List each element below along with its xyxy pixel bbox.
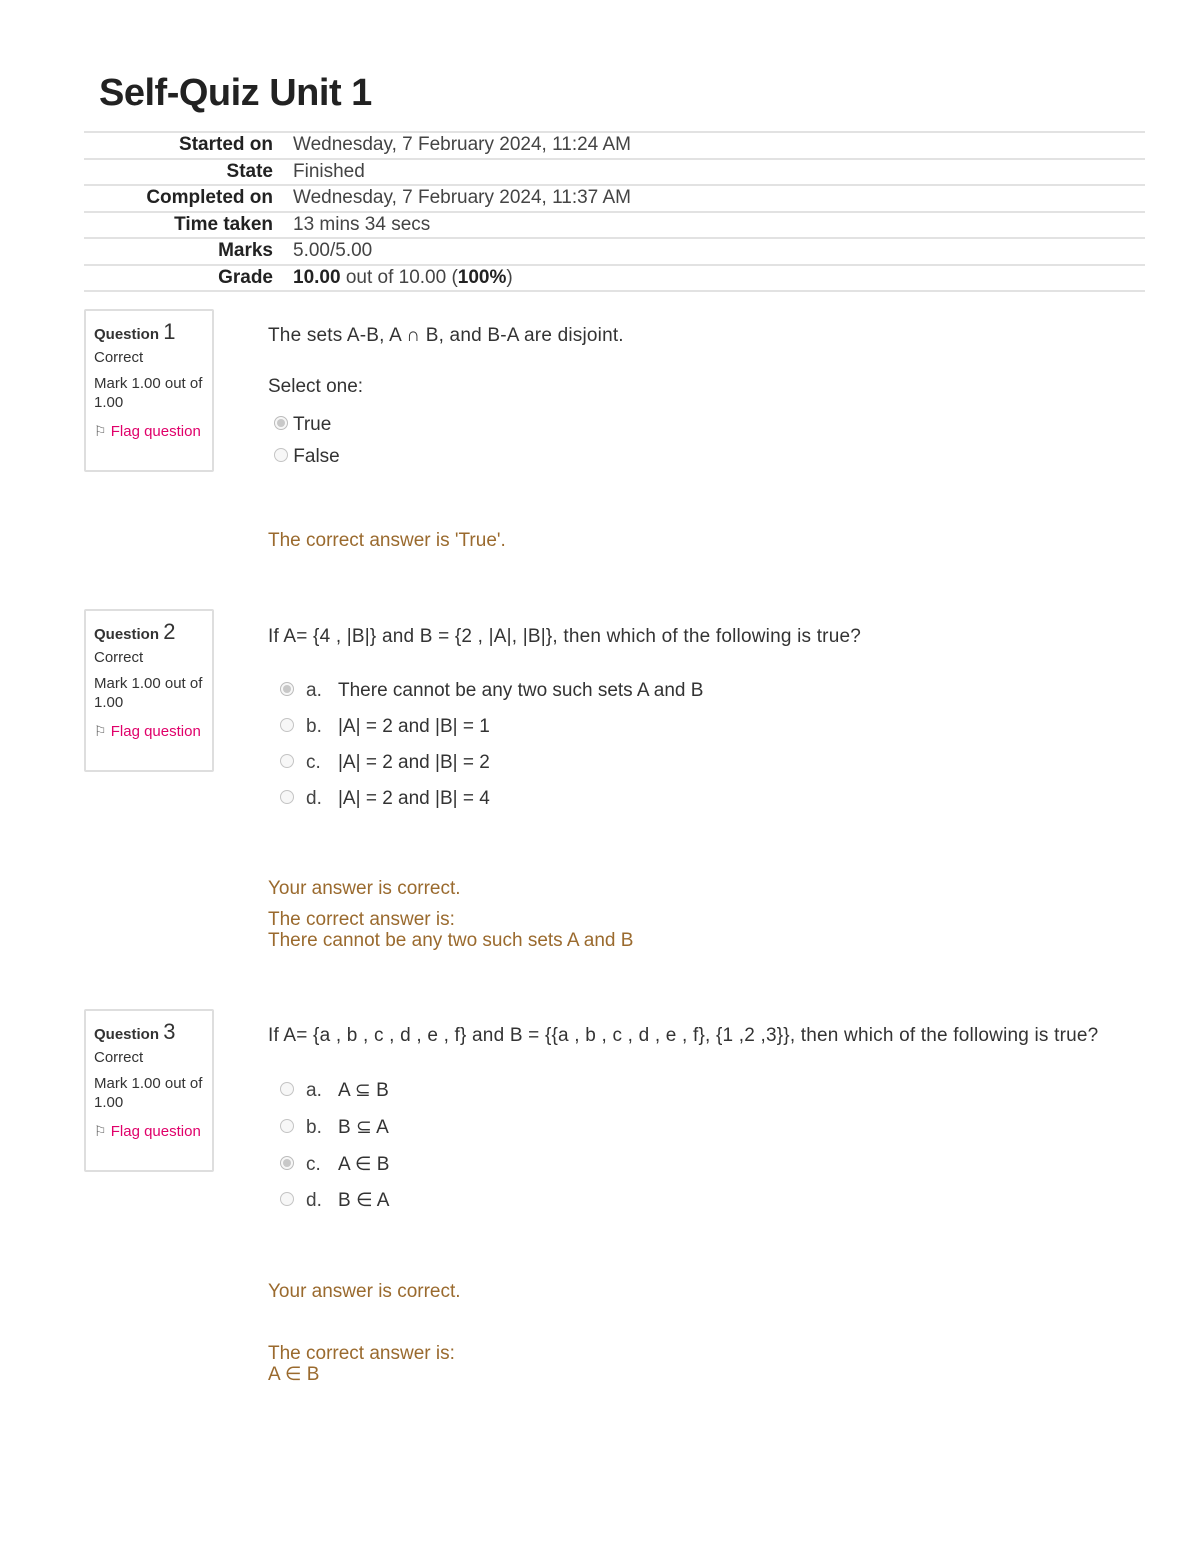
summary-row-marks bbox=[84, 238, 1145, 265]
question-grade: Mark 1.00 out of 1.00 bbox=[94, 675, 203, 711]
radio-button[interactable] bbox=[280, 1192, 294, 1206]
answer-option[interactable]: c. A ∈ B bbox=[280, 1153, 389, 1177]
right-answer-feedback: There cannot be any two such sets A and B bbox=[268, 930, 634, 951]
question-info-1 bbox=[84, 309, 214, 472]
summary-value: Wednesday, 7 February 2024, 11:24 AM bbox=[273, 132, 1145, 159]
radio-button[interactable] bbox=[280, 1156, 294, 1170]
question-number: Question 1 bbox=[94, 319, 176, 344]
answer-option[interactable]: d. B ∈ A bbox=[280, 1189, 389, 1213]
correctness-feedback: Your answer is correct. bbox=[268, 1281, 461, 1302]
question-state: Correct bbox=[94, 349, 144, 366]
radio-button[interactable] bbox=[274, 416, 288, 430]
page-title: Self-Quiz Unit 1 bbox=[99, 72, 372, 114]
summary-row-completed bbox=[84, 185, 1145, 212]
answer-option[interactable]: a. There cannot be any two such sets A and B bbox=[280, 679, 703, 703]
summary-row-state bbox=[84, 159, 1145, 186]
flag-question-link[interactable]: ⚐ Flag question bbox=[94, 1123, 201, 1140]
question-text: The sets A-B, A ∩ B, and B-A are disjoint. bbox=[268, 325, 624, 346]
summary-value: Finished bbox=[273, 159, 1145, 186]
answer-option[interactable]: False bbox=[274, 445, 340, 469]
grade-close: ) bbox=[506, 266, 513, 288]
right-answer-feedback: A ∈ B bbox=[268, 1364, 320, 1385]
answer-option[interactable]: True bbox=[274, 413, 331, 437]
radio-button[interactable] bbox=[280, 718, 294, 732]
summary-row-time-taken bbox=[84, 212, 1145, 239]
answer-option[interactable]: c. |A| = 2 and |B| = 2 bbox=[280, 751, 490, 775]
flag-icon: ⚐ bbox=[94, 423, 107, 439]
question-number: Question 3 bbox=[94, 1019, 176, 1044]
question-number: Question 2 bbox=[94, 619, 176, 644]
summary-value: Wednesday, 7 February 2024, 11:37 AM bbox=[273, 185, 1145, 212]
radio-button[interactable] bbox=[274, 448, 288, 462]
summary-label: Completed on bbox=[84, 185, 273, 212]
flag-icon: ⚐ bbox=[94, 1123, 107, 1139]
question-grade: Mark 1.00 out of 1.00 bbox=[94, 1075, 203, 1111]
question-text: If A= {4 , |B|} and B = {2 , |A|, |B|}, then which of the following is true? bbox=[268, 626, 862, 647]
radio-button[interactable] bbox=[280, 790, 294, 804]
question-state: Correct bbox=[94, 649, 144, 666]
flag-question-link[interactable]: ⚐ Flag question bbox=[94, 423, 201, 440]
answer-option[interactable]: a. A ⊆ B bbox=[280, 1079, 389, 1103]
summary-label: Started on bbox=[84, 132, 273, 159]
grade-middle: out of 10.00 ( bbox=[340, 266, 458, 288]
summary-label: Time taken bbox=[84, 212, 273, 239]
summary-row-grade bbox=[84, 265, 1145, 292]
answer-option[interactable]: d. |A| = 2 and |B| = 4 bbox=[280, 787, 490, 811]
radio-button[interactable] bbox=[280, 682, 294, 696]
answer-option[interactable]: b. B ⊆ A bbox=[280, 1116, 389, 1140]
summary-value: 13 mins 34 secs bbox=[273, 212, 1145, 239]
summary-label: Marks bbox=[84, 238, 273, 265]
answer-option[interactable]: b. |A| = 2 and |B| = 1 bbox=[280, 715, 490, 739]
right-answer-intro: The correct answer is: bbox=[268, 909, 455, 930]
question-info-3 bbox=[84, 1009, 214, 1172]
summary-value bbox=[273, 265, 1145, 292]
question-text: If A= {a , b , c , d , e , f} and B = {{a , b , c , d , e , f}, {1 ,2 ,3}}, then which of the following is true? bbox=[268, 1025, 1099, 1046]
question-info-2 bbox=[84, 609, 214, 772]
right-answer-feedback: The correct answer is 'True'. bbox=[268, 530, 506, 551]
flag-icon: ⚐ bbox=[94, 723, 107, 739]
summary-label: Grade bbox=[84, 265, 273, 292]
select-one-prompt: Select one: bbox=[268, 376, 364, 397]
grade-score: 10.00 bbox=[293, 266, 341, 288]
question-grade: Mark 1.00 out of 1.00 bbox=[94, 375, 203, 411]
correctness-feedback: Your answer is correct. bbox=[268, 878, 461, 899]
summary-label: State bbox=[84, 159, 273, 186]
grade-percent: 100% bbox=[457, 266, 507, 288]
summary-row-started bbox=[84, 132, 1145, 159]
attempt-summary-table bbox=[84, 131, 1145, 292]
right-answer-intro: The correct answer is: bbox=[268, 1343, 455, 1364]
radio-button[interactable] bbox=[280, 1082, 294, 1096]
radio-button[interactable] bbox=[280, 754, 294, 768]
radio-button[interactable] bbox=[280, 1119, 294, 1133]
flag-question-link[interactable]: ⚐ Flag question bbox=[94, 723, 201, 740]
summary-value: 5.00/5.00 bbox=[273, 238, 1145, 265]
question-state: Correct bbox=[94, 1049, 144, 1066]
